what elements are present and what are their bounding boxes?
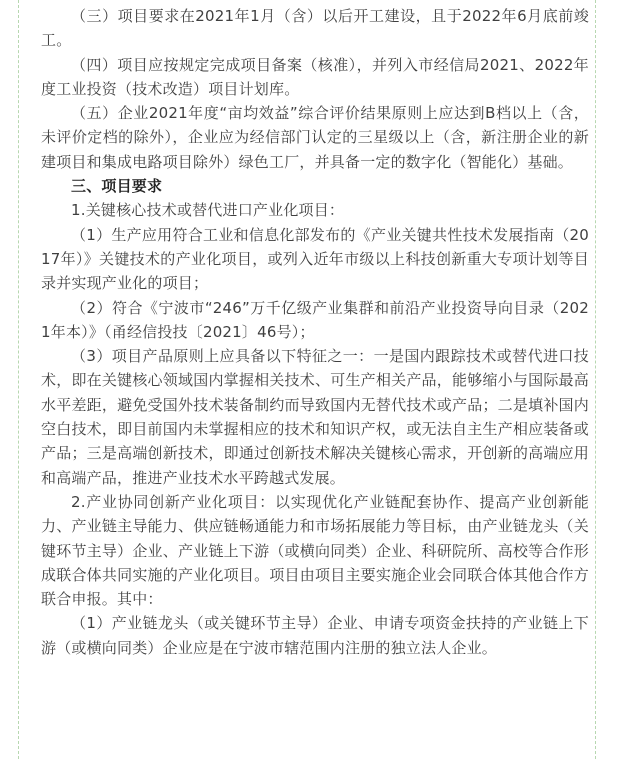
section-heading-project-requirements: 三、项目要求 (71, 177, 163, 196)
paragraph-item-3: （3）项目产品原则上应具备以下特征之一：一是国内跟踪技术或替代进口技术，即在关键核心领域国内掌握相关技术、可生产相关产品，能够缩小与国际最高水平差距，避免受国外技术装备制约而导致国内无替代技术或产品；二是填补国内空白技术，即目前国内未掌握相应的技术和知识产权，或无法自主生产相应装备或产品；三是高端创新技术，即通过创新技术解决关键核心需求，开创新的高端应用和高端产品，推进产业技术水平跨越式发展。 (41, 347, 589, 487)
document-page (18, 0, 596, 759)
subsection-key-technology: 1.关键核心技术或替代进口产业化项目： (71, 201, 345, 220)
subsection-industry-collaboration: 2.产业协同创新产业化项目：以实现优化产业链配套协作、提高产业创新能力、产业链主导能力、供应链畅通能力和市场拓展能力等目标，由产业链龙头（关键环节主导）企业、产业链上下游（或横向同类）企业、科研院所、高校等合作形成联合体共同实施的产业化项目。项目由项目主要实施企业会同联合体其他合作方联合申报。其中： (41, 492, 589, 609)
paragraph-item-2: （2）符合《宁波市“246”万千亿级产业集群和前沿产业投资导向目录（2021年本）》（甬经信投技〔2021〕46号）； (41, 298, 589, 341)
paragraph-project-timeline: （三）项目要求在2021年1月（含）以后开工建设，且于2022年6月底前竣工。 (41, 7, 589, 50)
paragraph-collab-item-1: （1）产业链龙头（或关键环节主导）企业、申请专项资金扶持的产业链上下游（或横向同类）企业应是在宁波市辖范围内注册的独立法人企业。 (41, 614, 589, 657)
paragraph-item-1: （1）生产应用符合工业和信息化部发布的《产业关键共性技术发展指南（2017年）》关键技术的产业化项目，或列入近年市级以上科技创新重大专项计划等目录并实现产业化的项目； (41, 225, 589, 293)
paragraph-project-filing: （四）项目应按规定完成项目备案（核准），并列入市经信局2021、2022年度工业投资（技术改造）项目计划库。 (41, 55, 589, 98)
paragraph-enterprise-evaluation: （五）企业2021年度“亩均效益”综合评价结果原则上应达到B档以上（含，未评价定档的除外），企业应为经信部门认定的三星级以上（含，新注册企业的新建项目和集成电路项目除外）绿色工厂，并具备一定的数字化（智能化）基础。 (41, 104, 589, 171)
document-body (41, 4, 589, 660)
